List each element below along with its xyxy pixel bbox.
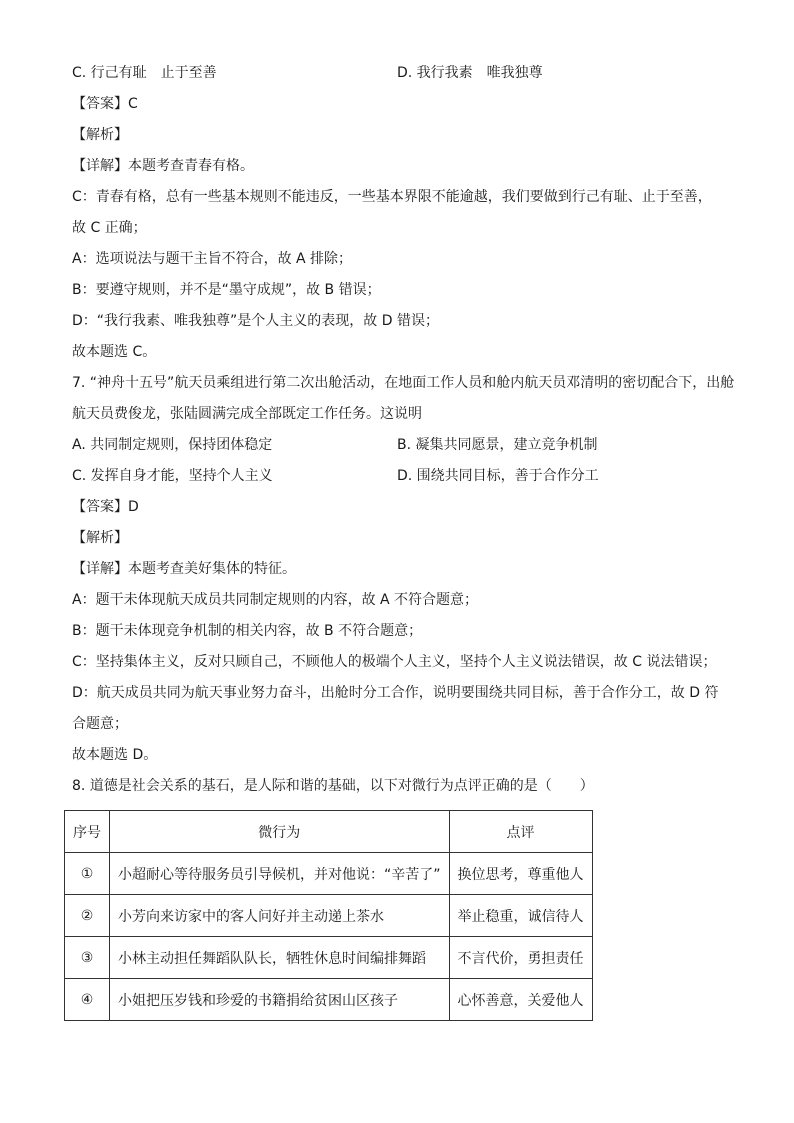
q7-line: A：题干未体现航天成员共同制定规则的内容，故 A 不符合题意； [72,592,479,608]
table-row [65,853,593,895]
q6-analysis-label: 【解析】 [72,127,128,143]
q6-options-row [72,58,728,89]
row-behavior: 小姐把压岁钱和珍爱的书籍捐给贫困山区孩子 [110,979,450,1021]
row-number: ① [65,853,110,895]
q6-option-c: C. 行己有耻 止于至善 [72,65,217,81]
q6-line: 故本题选 C。 [72,344,157,360]
q7-options-row [72,430,728,461]
header-number: 序号 [65,811,110,853]
q7-line: B：题干未体现竞争机制的相关内容，故 B 不符合题意； [72,623,423,639]
q6-answer: 【答案】C [72,96,138,112]
q6-line: D：“我行我素、唯我独尊”是个人主义的表现，故 D 错误； [72,313,439,329]
row-number: ③ [65,937,110,979]
q7-answer: 【答案】D [72,499,139,515]
row-number: ④ [65,979,110,1021]
behavior-table [64,810,593,1021]
row-behavior: 小林主动担任舞蹈队队长，牺牲休息时间编排舞蹈 [110,937,450,979]
table-header-row [65,811,593,853]
q7-option-b: B. 凝集共同愿景，建立竞争机制 [397,437,598,453]
q6-option-d: D. 我行我素 唯我独尊 [397,65,543,81]
q7-options-row [72,461,728,492]
table-row [65,937,593,979]
row-behavior: 小超耐心等待服务员引导候机，并对他说：“辛苦了” [110,853,450,895]
q7-option-a: A. 共同制定规则，保持团体稳定 [72,437,273,453]
row-behavior: 小芳向来访家中的客人问好并主动递上茶水 [110,895,450,937]
q6-line: A：选项说法与题干主旨不符合，故 A 排除； [72,251,353,267]
q7-option-c: C. 发挥自身才能，坚持个人主义 [72,468,273,484]
q7-option-d: D. 围绕共同目标，善于合作分工 [397,468,599,484]
q7-line: C：坚持集体主义，反对只顾自己，不顾他人的极端个人主义，坚持个人主义说法错误，故 C 说法错误； [72,654,717,670]
table-row [65,895,593,937]
q7-line: D：航天成员共同为航天事业努力奋斗，出舱时分工合作，说明要围绕共同目标，善于合作分工，故 D 符 [72,685,719,701]
header-comment: 点评 [449,811,592,853]
row-comment: 举止稳重，诚信待人 [449,895,592,937]
q7-detail: 【详解】本题考查美好集体的特征。 [72,561,296,577]
q8-stem: 8. 道德是社会关系的基石，是人际和谐的基础，以下对微行为点评正确的是（ ） [72,778,594,794]
header-behavior: 微行为 [110,811,450,853]
row-number: ② [65,895,110,937]
row-comment: 换位思考，尊重他人 [449,853,592,895]
q7-line: 合题意； [72,716,128,732]
table-row [65,979,593,1021]
q7-line: 故本题选 D。 [72,747,158,763]
row-comment: 心怀善意，关爱他人 [449,979,592,1021]
document-page [72,58,735,802]
q7-analysis-label: 【解析】 [72,530,128,546]
q6-line: C：青春有格，总有一些基本规则不能违反，一些基本界限不能逾越，我们要做到行己有耻、止于至善， [72,189,712,205]
q6-line: 故 C 正确； [72,220,147,236]
q6-line: B：要遵守规则，并不是“墨守成规”，故 B 错误； [72,282,381,298]
row-comment: 不言代价，勇担责任 [449,937,592,979]
q7-stem-line: 航天员费俊龙，张陆圆满完成全部既定工作任务。这说明 [72,406,422,422]
q7-stem-line: 7. “神舟十五号”航天员乘组进行第二次出舱活动，在地面工作人员和舱内航天员邓清明的密切配合下，出舱 [72,375,735,391]
q6-detail: 【详解】本题考查青春有格。 [72,158,254,174]
